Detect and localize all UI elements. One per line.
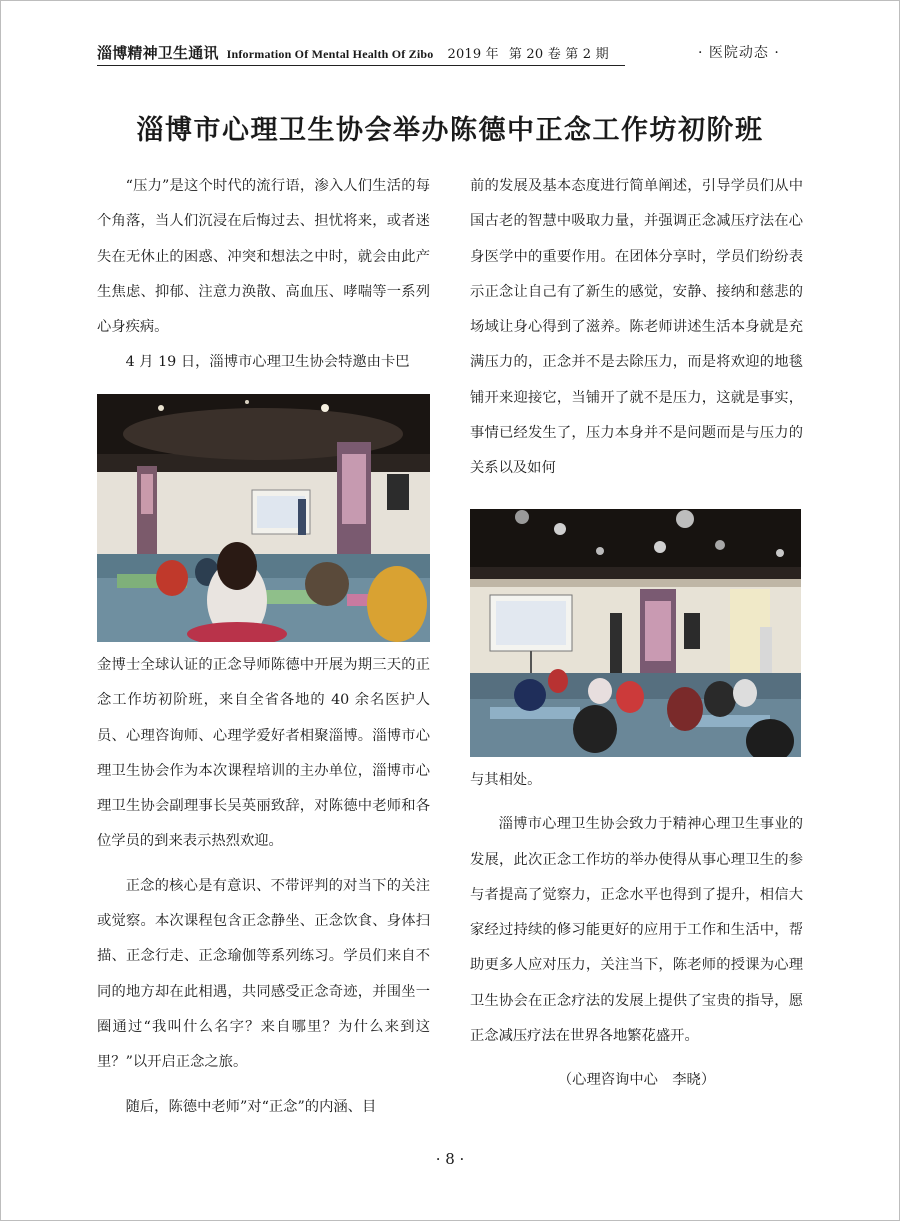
paragraph-5: 淄博市心理卫生协会致力于精神心理卫生事业的发展，此次正念工作坊的举办使得从事心理卫生的参与者提高了觉察力，正念水平也得到了提升，相信大家经过持续的修习能更好的应用于工作和生活中，帮助更多人应对压力，关注当下，陈老师的授课为心理卫生协会在正念疗法的发展上提供了宝贵的指导，愿正念减压疗法在世界各地繁花盛开。: [470, 816, 803, 1045]
article-title: 淄博市心理卫生协会举办陈德中正念工作坊初阶班: [136, 115, 764, 146]
photo-workshop-seated-participants: [97, 394, 430, 642]
paragraph-1: “压力”是这个时代的流行语，渗入人们生活的每个角落，当人们沉浸在后悔过去、担忧将来，或者迷失在无休止的困惑、冲突和想法之中时，就会由此产生焦虑、抑郁、注意力涣散、高血压、哮喘等一系列心身疾病。: [97, 178, 430, 336]
issue-volume: 第 20 卷 第 2 期: [508, 47, 609, 62]
paragraph-4-start: 随后，陈德中老师”对“正念”的内涵、目: [125, 1098, 377, 1115]
paragraph-2-start: 4 月 19 日，淄博市心理卫生协会特邀由卡巴: [125, 354, 410, 371]
paragraph-4-end: 与其相处。: [470, 772, 542, 788]
page-number: · 8 ·: [435, 1150, 465, 1168]
section-label: · 医院动态 ·: [698, 45, 780, 61]
paragraph-3: 正念的核心是有意识、不带评判的对当下的关注或觉察。本次课程包含正念静坐、正念饮食、身体扫描、正念行走、正念瑜伽等系列练习。学员们来自不同的地方却在此相遇，共同感受正念奇迹，并围坐一圈通过“我叫什么名字？来自哪里？为什么来到这里？”以开启正念之旅。: [97, 877, 430, 1071]
running-header: [97, 42, 609, 63]
publication-name: 淄博精神卫生通讯: [97, 44, 219, 62]
photo-workshop-lecture-hall: [470, 509, 801, 757]
issue-year: 2019 年: [447, 47, 499, 62]
publication-english-name: Information Of Mental Health Of Zibo: [226, 47, 434, 61]
left-column-top: [97, 169, 430, 381]
left-column-bottom: [97, 648, 430, 1125]
paragraph-4-continued: 前的发展及基本态度进行简单阐述，引导学员们从中国古老的智慧中吸取力量，并强调正念减压疗法在心身医学中的重要作用。在团体分享时，学员们纷纷表示正念让自己有了新生的感觉，安静、接纳和慈悲的场域让身心得到了滋养。陈老师讲述生活本身就是充满压力的，正念并不是去除压力，而是将欢迎的地毯铺开来迎接它，当铺开了就不是压力，这就是事实，事情已经发生了，压力本身并不是问题而是与压力的关系以及如何: [470, 178, 803, 477]
header-rule: [97, 65, 625, 66]
paragraph-2-continued: 金博士全球认证的正念导师陈德中开展为期三天的正念工作坊初阶班，来自全省各地的 40 余名医护人员、心理咨询师、心理学爱好者相聚淄博。淄博市心理卫生协会作为本次课程培训的主办单位，淄博市心理卫生协会副理事长吴英丽致辞，对陈德中老师和各位学员的到来表示热烈欢迎。: [97, 657, 430, 850]
author-credit: （心理咨询中心 李晓）: [557, 1072, 716, 1089]
right-column-top: [470, 169, 803, 487]
right-column-bottom: [470, 763, 803, 1099]
